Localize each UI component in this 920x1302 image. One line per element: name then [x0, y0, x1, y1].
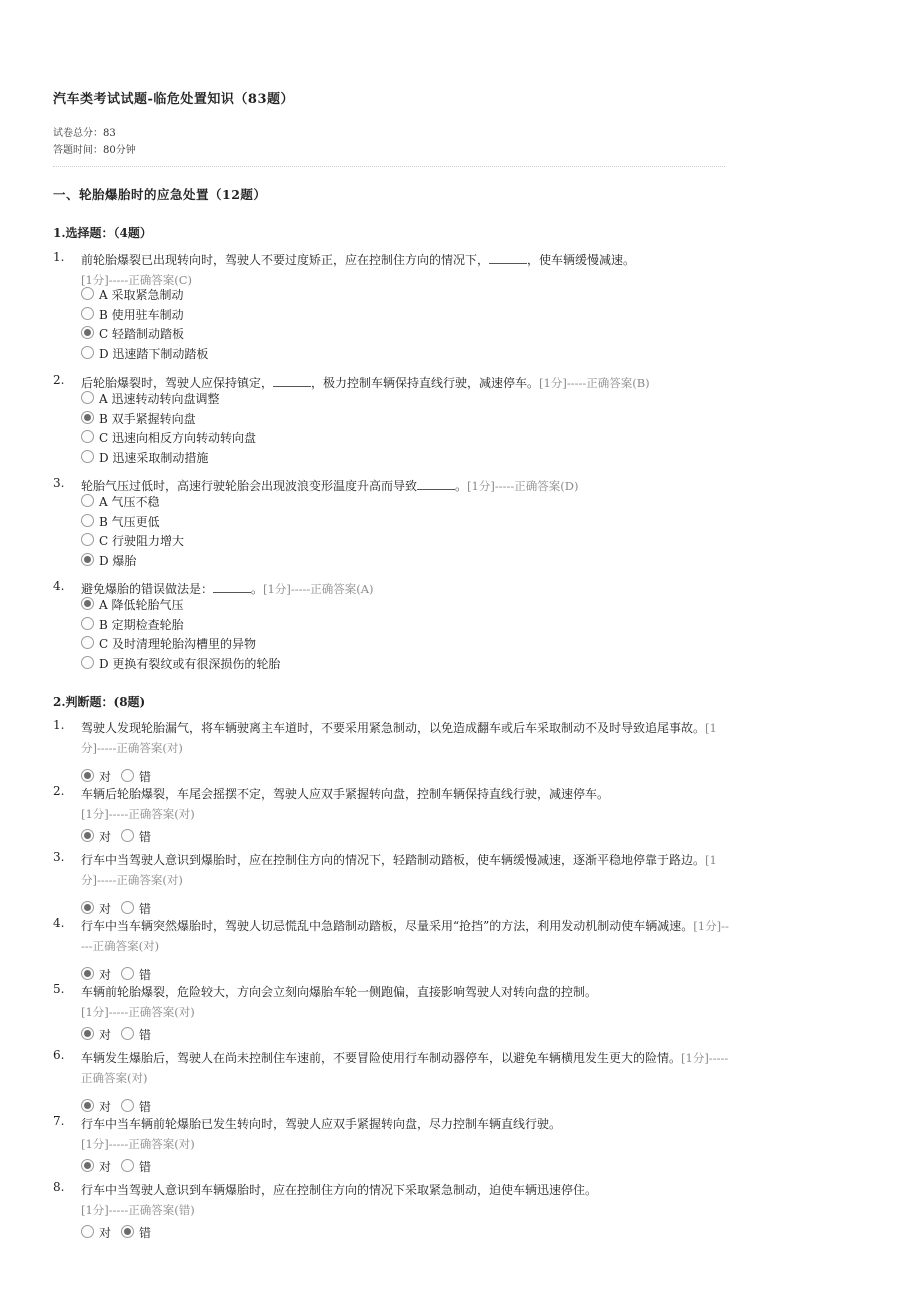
stem-text: 驾驶人发现轮胎漏气，将车辆驶离主车道时，不要采用紧急制动，以免造成翻车或后车采取制动不及时导致追尾事故。 — [81, 721, 706, 735]
divider — [53, 166, 725, 167]
option-item[interactable] — [81, 655, 280, 675]
answer-blank — [273, 374, 311, 387]
stem-text: 行车中当驾驶人意识到车辆爆胎时，应在控制住方向的情况下采取紧急制动，迫使车辆迅速停住。 — [81, 1183, 598, 1197]
radio-icon[interactable] — [121, 967, 134, 980]
radio-checked-icon[interactable] — [81, 411, 94, 424]
option-label: C 迅速向相反方向转动转向盘 — [99, 431, 256, 445]
option-label: 错 — [139, 1100, 152, 1114]
stem-text-end: 。 — [455, 479, 468, 493]
option-label: 错 — [139, 770, 152, 784]
answer-blank — [213, 580, 251, 593]
option-false[interactable] — [121, 1098, 151, 1115]
option-label: 对 — [99, 1028, 112, 1042]
radio-checked-icon[interactable] — [81, 1099, 94, 1112]
option-true[interactable] — [81, 966, 111, 983]
judge-section-title: 2.判断题：(8题) — [53, 695, 146, 709]
option-label: B 双手紧握转向盘 — [99, 411, 196, 426]
option-true[interactable] — [81, 828, 111, 845]
score-answer: [1分]-----正确答案(对) — [81, 1005, 195, 1019]
true-false-options — [81, 768, 161, 785]
question-stem — [81, 916, 731, 956]
radio-icon[interactable] — [121, 1159, 134, 1172]
true-false-options — [81, 1098, 161, 1115]
option-label: 错 — [139, 1028, 152, 1042]
options-list — [81, 493, 184, 571]
radio-icon[interactable] — [81, 636, 94, 649]
section-title: 一、轮胎爆胎时的应急处置（12题） — [53, 187, 267, 202]
option-item[interactable] — [81, 513, 184, 533]
option-true[interactable] — [81, 768, 111, 785]
option-item[interactable] — [81, 410, 256, 430]
option-label: A 气压不稳 — [99, 495, 160, 509]
option-label: D 迅速踏下制动踏板 — [99, 346, 209, 361]
option-label: 对 — [99, 1100, 112, 1114]
option-false[interactable] — [121, 1158, 151, 1175]
option-item[interactable] — [81, 306, 208, 326]
true-false-options — [81, 900, 161, 917]
radio-icon[interactable] — [81, 1225, 94, 1238]
option-label: D 迅速采取制动措施 — [99, 450, 209, 465]
exam-time: 答题时间：80分钟 — [53, 145, 136, 156]
option-label: 错 — [139, 830, 152, 844]
option-false[interactable] — [121, 900, 151, 917]
question-stem — [81, 1180, 731, 1220]
radio-icon[interactable] — [81, 494, 94, 507]
radio-checked-icon[interactable] — [121, 1225, 134, 1238]
radio-icon[interactable] — [81, 287, 94, 300]
stem-text: 车辆后轮胎爆裂，车尾会摇摆不定，驾驶人应双手紧握转向盘，控制车辆保持直线行驶，减速停车。 — [81, 787, 610, 801]
question-number: 2. — [53, 373, 65, 387]
true-false-options — [81, 828, 161, 845]
option-label: 对 — [99, 902, 112, 916]
question-stem — [81, 1048, 731, 1088]
option-item[interactable] — [81, 532, 184, 552]
question-number: 3. — [53, 850, 65, 864]
option-label: 错 — [139, 1160, 152, 1174]
radio-icon[interactable] — [81, 514, 94, 527]
option-label: C 及时清理轮胎沟槽里的异物 — [99, 637, 256, 651]
option-true[interactable] — [81, 1224, 111, 1241]
radio-checked-icon[interactable] — [81, 769, 94, 782]
option-label: B 气压更低 — [99, 514, 160, 529]
option-false[interactable] — [121, 828, 151, 845]
question-number: 4. — [53, 916, 65, 930]
true-false-options — [81, 966, 161, 983]
option-label: A 降低轮胎气压 — [99, 598, 184, 612]
score-answer: [1分]-----正确答案(对) — [81, 919, 729, 953]
true-false-options — [81, 1026, 161, 1043]
true-false-options — [81, 1224, 161, 1241]
radio-icon[interactable] — [121, 901, 134, 914]
option-item[interactable] — [81, 449, 256, 469]
question-number: 8. — [53, 1180, 65, 1194]
total-score: 试卷总分：83 — [53, 128, 116, 139]
option-label: C 轻踏制动踏板 — [99, 327, 184, 341]
stem-text: 车辆前轮胎爆裂，危险较大，方向会立刻向爆胎车轮一侧跑偏，直接影响驾驶人对转向盘的控制。 — [81, 985, 598, 999]
options-list — [81, 286, 208, 364]
radio-icon[interactable] — [81, 656, 94, 669]
option-label: 错 — [139, 1226, 152, 1240]
question-stem — [81, 784, 731, 824]
stem-text: 行车中当车辆突然爆胎时，驾驶人切忌慌乱中急踏制动踏板，尽量采用“抢挡”的方法，利用发动机制动使车辆减速。 — [81, 919, 694, 933]
question-stem — [81, 250, 731, 290]
option-false[interactable] — [121, 1224, 151, 1241]
option-label: 错 — [139, 968, 152, 982]
option-item[interactable] — [81, 286, 208, 306]
option-label: 对 — [99, 1160, 112, 1174]
option-label: C 行驶阻力增大 — [99, 534, 184, 548]
radio-icon[interactable] — [121, 1099, 134, 1112]
option-false[interactable] — [121, 1026, 151, 1043]
score-answer: [1分]-----正确答案(对) — [81, 853, 717, 887]
option-item[interactable] — [81, 493, 184, 513]
page-title: 汽车类考试试题-临危处置知识（83题） — [53, 92, 294, 107]
question-stem — [81, 982, 731, 1022]
score-answer: [1分]-----正确答案(对) — [81, 721, 717, 755]
question-number: 7. — [53, 1114, 65, 1128]
question-number: 1. — [53, 250, 65, 264]
option-item[interactable] — [81, 552, 184, 572]
choice-section-title: 1.选择题：（4题） — [53, 226, 152, 240]
radio-icon[interactable] — [121, 1027, 134, 1040]
question-number: 6. — [53, 1048, 65, 1062]
option-label: B 使用驻车制动 — [99, 307, 184, 322]
radio-icon[interactable] — [121, 829, 134, 842]
radio-checked-icon[interactable] — [81, 326, 94, 339]
score-answer: [1分]-----正确答案(对) — [81, 807, 195, 821]
radio-icon[interactable] — [81, 533, 94, 546]
option-item[interactable] — [81, 325, 208, 345]
radio-checked-icon[interactable] — [81, 1159, 94, 1172]
question-stem — [81, 850, 731, 890]
option-label: A 迅速转动转向盘调整 — [99, 392, 220, 406]
score-answer: [1分]-----正确答案(C) — [81, 273, 192, 287]
radio-checked-icon[interactable] — [81, 1027, 94, 1040]
options-list — [81, 596, 280, 674]
answer-blank — [489, 251, 527, 264]
stem-text: 行车中当驾驶人意识到爆胎时，应在控制住方向的情况下，轻踏制动踏板，使车辆缓慢减速，逐渐平稳地停靠于路边。 — [81, 853, 706, 867]
radio-icon[interactable] — [81, 450, 94, 463]
option-item[interactable] — [81, 616, 280, 636]
radio-checked-icon[interactable] — [81, 901, 94, 914]
radio-icon[interactable] — [81, 391, 94, 404]
question-number: 4. — [53, 579, 65, 593]
radio-checked-icon[interactable] — [81, 597, 94, 610]
radio-icon[interactable] — [81, 617, 94, 630]
stem-text-end: 。 — [251, 582, 264, 596]
radio-icon[interactable] — [121, 769, 134, 782]
question-number: 1. — [53, 718, 65, 732]
stem-text: 车辆发生爆胎后，驾驶人在尚未控制住车速前，不要冒险使用行车制动器停车，以避免车辆横甩发生更大的险情。 — [81, 1051, 682, 1065]
option-true[interactable] — [81, 1158, 111, 1175]
option-label: B 定期检查轮胎 — [99, 617, 184, 632]
stem-text: 避免爆胎的错误做法是： — [81, 582, 214, 596]
option-true[interactable] — [81, 1026, 111, 1043]
question-number: 5. — [53, 982, 65, 996]
option-item[interactable] — [81, 390, 256, 410]
radio-checked-icon[interactable] — [81, 553, 94, 566]
stem-text: 行车中当车辆前轮爆胎已发生转向时，驾驶人应双手紧握转向盘，尽力控制车辆直线行驶。 — [81, 1117, 562, 1131]
option-false[interactable] — [121, 966, 151, 983]
radio-checked-icon[interactable] — [81, 829, 94, 842]
option-item[interactable] — [81, 345, 208, 365]
true-false-options — [81, 1158, 161, 1175]
radio-icon[interactable] — [81, 346, 94, 359]
stem-text-end: ，使车辆缓慢减速。 — [527, 253, 636, 267]
option-true[interactable] — [81, 1098, 111, 1115]
option-label: 对 — [99, 1226, 112, 1240]
radio-checked-icon[interactable] — [81, 967, 94, 980]
option-label: D 更换有裂纹或有很深损伤的轮胎 — [99, 656, 281, 671]
option-true[interactable] — [81, 900, 111, 917]
score-answer: [1分]-----正确答案(对) — [81, 1051, 729, 1085]
option-false[interactable] — [121, 768, 151, 785]
question-stem — [81, 1114, 731, 1154]
option-item[interactable] — [81, 596, 280, 616]
options-list — [81, 390, 256, 468]
score-answer: [1分]-----正确答案(D) — [467, 479, 579, 493]
option-item[interactable] — [81, 635, 280, 655]
question-number: 2. — [53, 784, 65, 798]
radio-icon[interactable] — [81, 307, 94, 320]
option-item[interactable] — [81, 429, 256, 449]
stem-text-end: ，极力控制车辆保持直线行驶，减速停车。 — [311, 376, 540, 390]
stem-text: 轮胎气压过低时，高速行驶轮胎会出现波浪变形温度升高而导致 — [81, 479, 418, 493]
question-number: 3. — [53, 476, 65, 490]
option-label: 对 — [99, 968, 112, 982]
question-stem — [81, 718, 731, 758]
stem-text: 前轮胎爆裂已出现转向时，驾驶人不要过度矫正，应在控制住方向的情况下， — [81, 253, 490, 267]
option-label: D 爆胎 — [99, 553, 137, 568]
option-label: 错 — [139, 902, 152, 916]
option-label: 对 — [99, 770, 112, 784]
stem-text: 后轮胎爆裂时，驾驶人应保持镇定， — [81, 376, 274, 390]
score-answer: [1分]-----正确答案(A) — [263, 582, 374, 596]
radio-icon[interactable] — [81, 430, 94, 443]
answer-blank — [417, 477, 455, 490]
score-answer: [1分]-----正确答案(错) — [81, 1203, 195, 1217]
score-answer: [1分]-----正确答案(B) — [539, 376, 650, 390]
option-label: 对 — [99, 830, 112, 844]
option-label: A 采取紧急制动 — [99, 288, 184, 302]
score-answer: [1分]-----正确答案(对) — [81, 1137, 195, 1151]
